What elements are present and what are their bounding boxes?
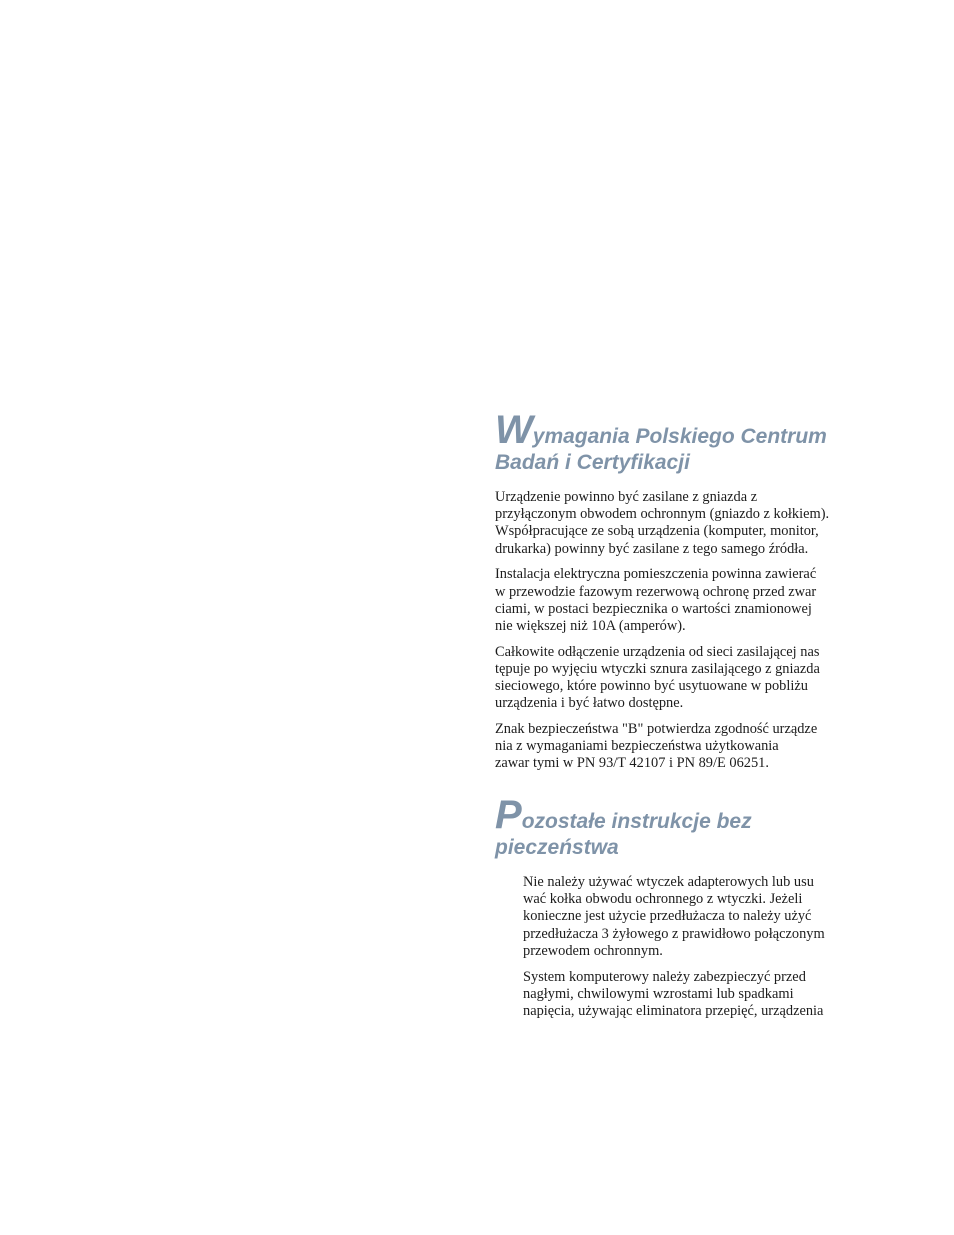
text-line: nagłymi, chwilowymi wzrostami lub spadkami xyxy=(523,985,794,1002)
content-column xyxy=(495,408,855,1019)
heading-text: ozostałe instrukcje bez xyxy=(521,810,752,833)
paragraph-electrical-installation xyxy=(495,566,855,635)
text-line: nie większej niż 10A (amperów). xyxy=(495,617,686,634)
text-line: Instalacja elektryczna pomieszczenia powinna zawierać xyxy=(495,566,817,583)
text-line: napięcia, używając eliminatora przepięć, urządzenia xyxy=(523,1002,824,1019)
text-line: Współpracujące ze sobą urządzenia (komputer, monitor, xyxy=(495,523,819,540)
paragraph-power-socket xyxy=(495,489,855,558)
section-heading xyxy=(495,795,855,860)
text-line: przyłączonym obwodem ochronnym (gniazdo z kołkiem). xyxy=(495,506,830,523)
heading-initial: P xyxy=(495,793,522,837)
text-line: urządzenia i być łatwo dostępne. xyxy=(495,695,684,712)
text-line: wać kołka obwodu ochronnego z wtyczki. Jeżeli xyxy=(523,891,803,908)
text-line: ciami, w postaci bezpiecznika o wartości znamionowej xyxy=(495,600,812,617)
section-other-safety-instructions xyxy=(495,795,855,1029)
text-line: Całkowite odłączenie urządzenia od sieci zasilającej nas xyxy=(495,643,820,660)
text-line: nia z wymaganiami bezpieczeństwa użytkowania xyxy=(495,738,779,755)
section-pcbc-requirements xyxy=(495,410,855,773)
section-heading xyxy=(495,410,855,475)
text-line: Urządzenie powinno być zasilane z gniazda z xyxy=(495,489,758,505)
text-line: System komputerowy należy zabezpieczyć przed xyxy=(523,968,806,985)
text-line: konieczne jest użycie przedłużacza to należy użyć xyxy=(523,908,812,925)
heading-text: ymagania Polskiego Centrum xyxy=(532,425,827,448)
heading-initial: W xyxy=(495,408,533,452)
heading-text-line2: pieczeństwa xyxy=(495,836,619,859)
text-line: przewodem ochronnym. xyxy=(523,942,663,959)
text-line: Nie należy używać wtyczek adapterowych lub usu xyxy=(523,874,814,890)
heading-text-line2: Badań i Certyfikacji xyxy=(495,451,690,474)
text-line: sieciowego, które powinno być usytuowane w pobliżu xyxy=(495,678,808,695)
paragraph-adapter-plugs xyxy=(523,874,855,960)
paragraph-disconnection xyxy=(495,644,855,713)
paragraph-safety-mark xyxy=(495,721,855,773)
text-line: drukarka) powinny być zasilane z tego samego źródła. xyxy=(495,540,809,557)
text-line: Znak bezpieczeństwa "B" potwierdza zgodność urządze xyxy=(495,720,818,737)
text-line: zawar tymi w PN 93/T 42107 i PN 89/E 06251. xyxy=(495,755,769,772)
paragraph-surge-protection xyxy=(523,969,855,1021)
text-line: tępuje po wyjęciu wtyczki sznura zasilającego z gniazda xyxy=(495,660,820,677)
text-line: przedłużacza 3 żyłowego z prawidłowo połączonym xyxy=(523,925,825,942)
text-line: w przewodzie fazowym rezerwową ochronę przed zwar xyxy=(495,583,817,600)
